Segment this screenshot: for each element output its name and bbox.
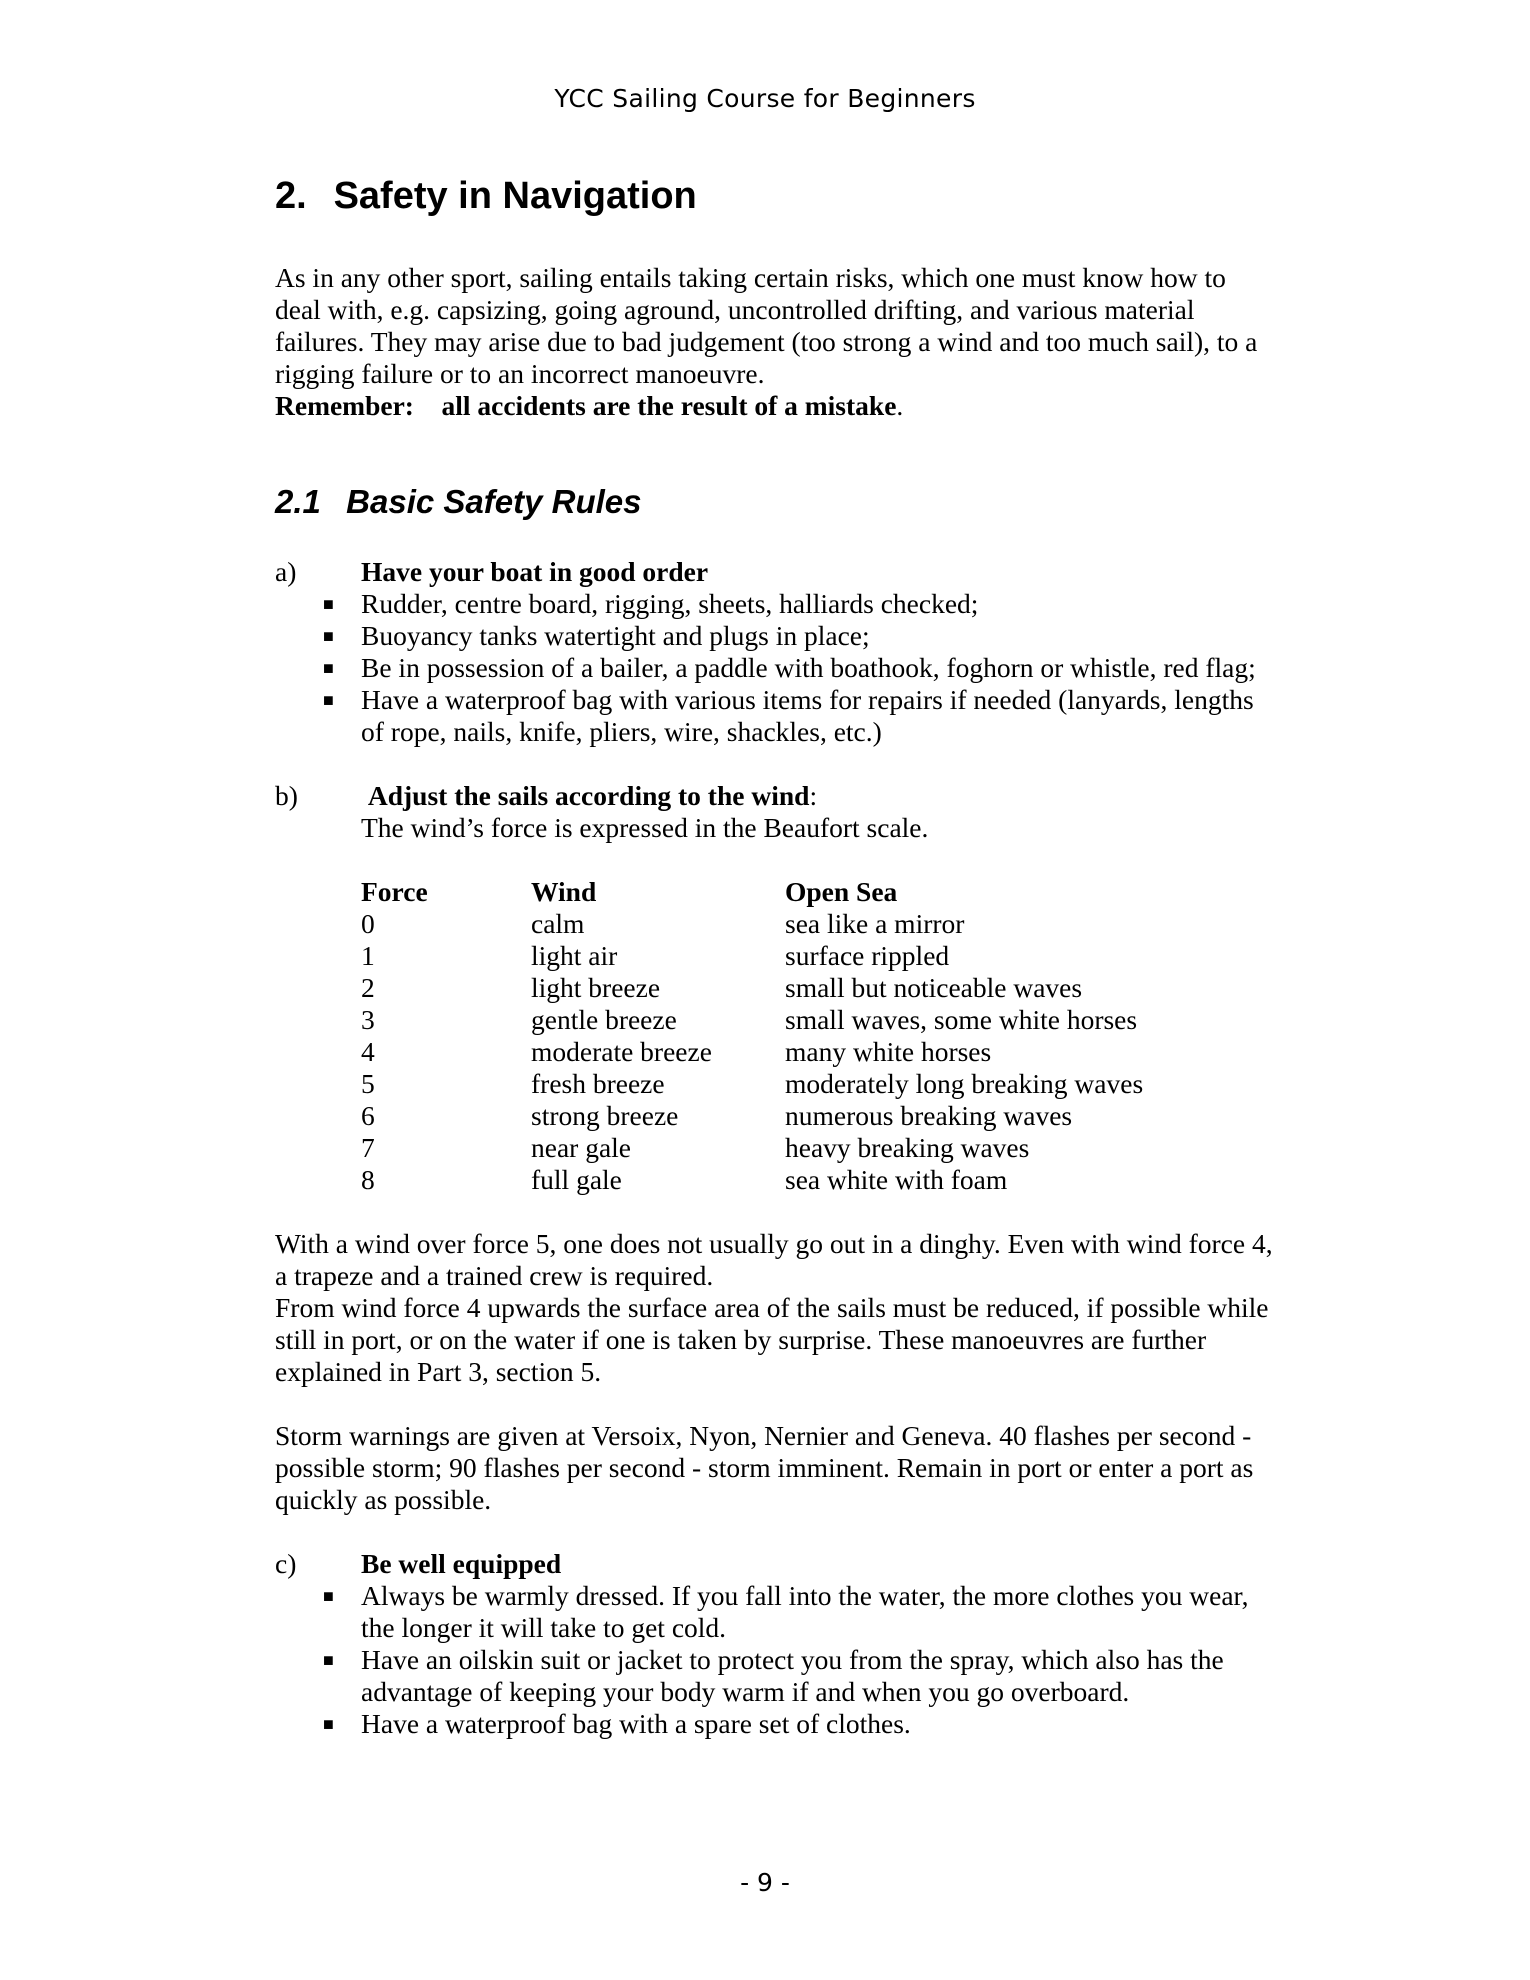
rule-b-subtitle: The wind’s force is expressed in the Beaufort scale.: [361, 812, 929, 843]
list-item: ■ Buoyancy tanks watertight and plugs in place;: [323, 620, 870, 651]
chapter-title: Safety in Navigation: [333, 175, 697, 217]
remember-label: Remember:: [275, 390, 414, 421]
wind-force-paragraph: With a wind over force 5, one does not usually go out in a dinghy. Even with wind force 4, a trapeze and a trained crew is required. From wind force 4 upwards the surface area of the sails must be reduced, if possible while still in port, or on the water if one is taken by surprise. These manoeuvres are further explained in Part 3, section 5.: [275, 1228, 1273, 1387]
rule-c-title: Be well equipped: [361, 1548, 562, 1579]
rule-a: [275, 556, 1275, 748]
rule-a-title: Have your boat in good order: [361, 556, 709, 587]
table-row: 8 full gale sea white with foam: [361, 1164, 1008, 1195]
chapter-number: 2.: [275, 175, 307, 217]
page-number: - 9 -: [740, 1868, 790, 1897]
chapter-heading: [275, 172, 1275, 220]
list-item: ■ Have a waterproof bag with various items for repairs if needed (lanyards, lengths of rope, nails, knife, pliers, wire, shackles, etc.): [323, 684, 1254, 747]
table-row: 2 light breeze small but noticeable waves: [361, 972, 1083, 1003]
list-item: ■ Have an oilskin suit or jacket to protect you from the spray, which also has the advantage of keeping your body warm if and when you go overboard.: [323, 1644, 1224, 1707]
header-wind: Wind: [531, 876, 597, 907]
intro-paragraph: [275, 262, 1275, 422]
rule-c: [275, 1548, 1275, 1740]
table-row: 1 light air surface rippled: [361, 940, 950, 971]
bullet-icon: ■: [323, 658, 334, 678]
table-row: 5 fresh breeze moderately long breaking waves: [361, 1068, 1144, 1099]
section-title: Basic Safety Rules: [346, 483, 642, 520]
rule-b-letter: b): [275, 780, 298, 811]
list-item: ■ Be in possession of a bailer, a paddle with boathook, foghorn or whistle, red flag;: [323, 652, 1256, 683]
table-row: 4 moderate breeze many white horses: [361, 1036, 992, 1067]
table-row: 3 gentle breeze small waves, some white horses: [361, 1004, 1138, 1035]
section-heading: [275, 482, 1275, 522]
rule-c-letter: c): [275, 1548, 297, 1579]
rule-a-letter: a): [275, 556, 297, 587]
table-row: 7 near gale heavy breaking waves: [361, 1132, 1030, 1163]
storm-warnings-paragraph: Storm warnings are given at Versoix, Nyon, Nernier and Geneva. 40 flashes per second - possible storm; 90 flashes per second - storm imminent. Remain in port or enter a port as quickly as possible.: [275, 1420, 1254, 1515]
bullet-icon: ■: [323, 594, 334, 614]
rule-a-bullets: [323, 588, 1275, 748]
beaufort-table: [361, 876, 1143, 1196]
table-header-row: [361, 876, 1143, 908]
list-item: ■ Always be warmly dressed. If you fall into the water, the more clothes you wear, the longer it will take to get cold.: [323, 1580, 1249, 1643]
remember-end: .: [896, 390, 904, 421]
table-row: 0 calm sea like a mirror: [361, 908, 965, 939]
bullet-icon: ■: [323, 1586, 334, 1606]
bullet-icon: ■: [323, 1650, 334, 1670]
page-content: [275, 160, 1275, 1740]
remember-text: all accidents are the result of a mistake: [441, 390, 897, 421]
section-number: 2.1: [275, 483, 321, 520]
header-force: Force: [361, 876, 428, 907]
list-item: ■ Rudder, centre board, rigging, sheets, halliards checked;: [323, 588, 979, 619]
rule-b-heading: Adjust the sails according to the wind:: [367, 780, 818, 811]
list-item: ■ Have a waterproof bag with a spare set of clothes.: [323, 1708, 911, 1739]
intro-text: As in any other sport, sailing entails taking certain risks, which one must know how to deal with, e.g. capsizing, going aground, uncontrolled drifting, and various material failures. They may arise due to bad judgement (too strong a wind and too much sail), to a rigging failure or to an incorrect manoeuvre.: [275, 262, 1258, 389]
header-open-sea: Open Sea: [785, 876, 898, 907]
table-row: 6 strong breeze numerous breaking waves: [361, 1100, 1073, 1131]
rule-b-title: Adjust the sails according to the wind: [367, 780, 810, 811]
bullet-icon: ■: [323, 1714, 334, 1734]
rule-c-bullets: [323, 1580, 1275, 1740]
rule-b: [275, 780, 1275, 1196]
bullet-icon: ■: [323, 690, 334, 710]
bullet-icon: ■: [323, 626, 334, 646]
running-header: YCC Sailing Course for Beginners: [554, 84, 976, 113]
